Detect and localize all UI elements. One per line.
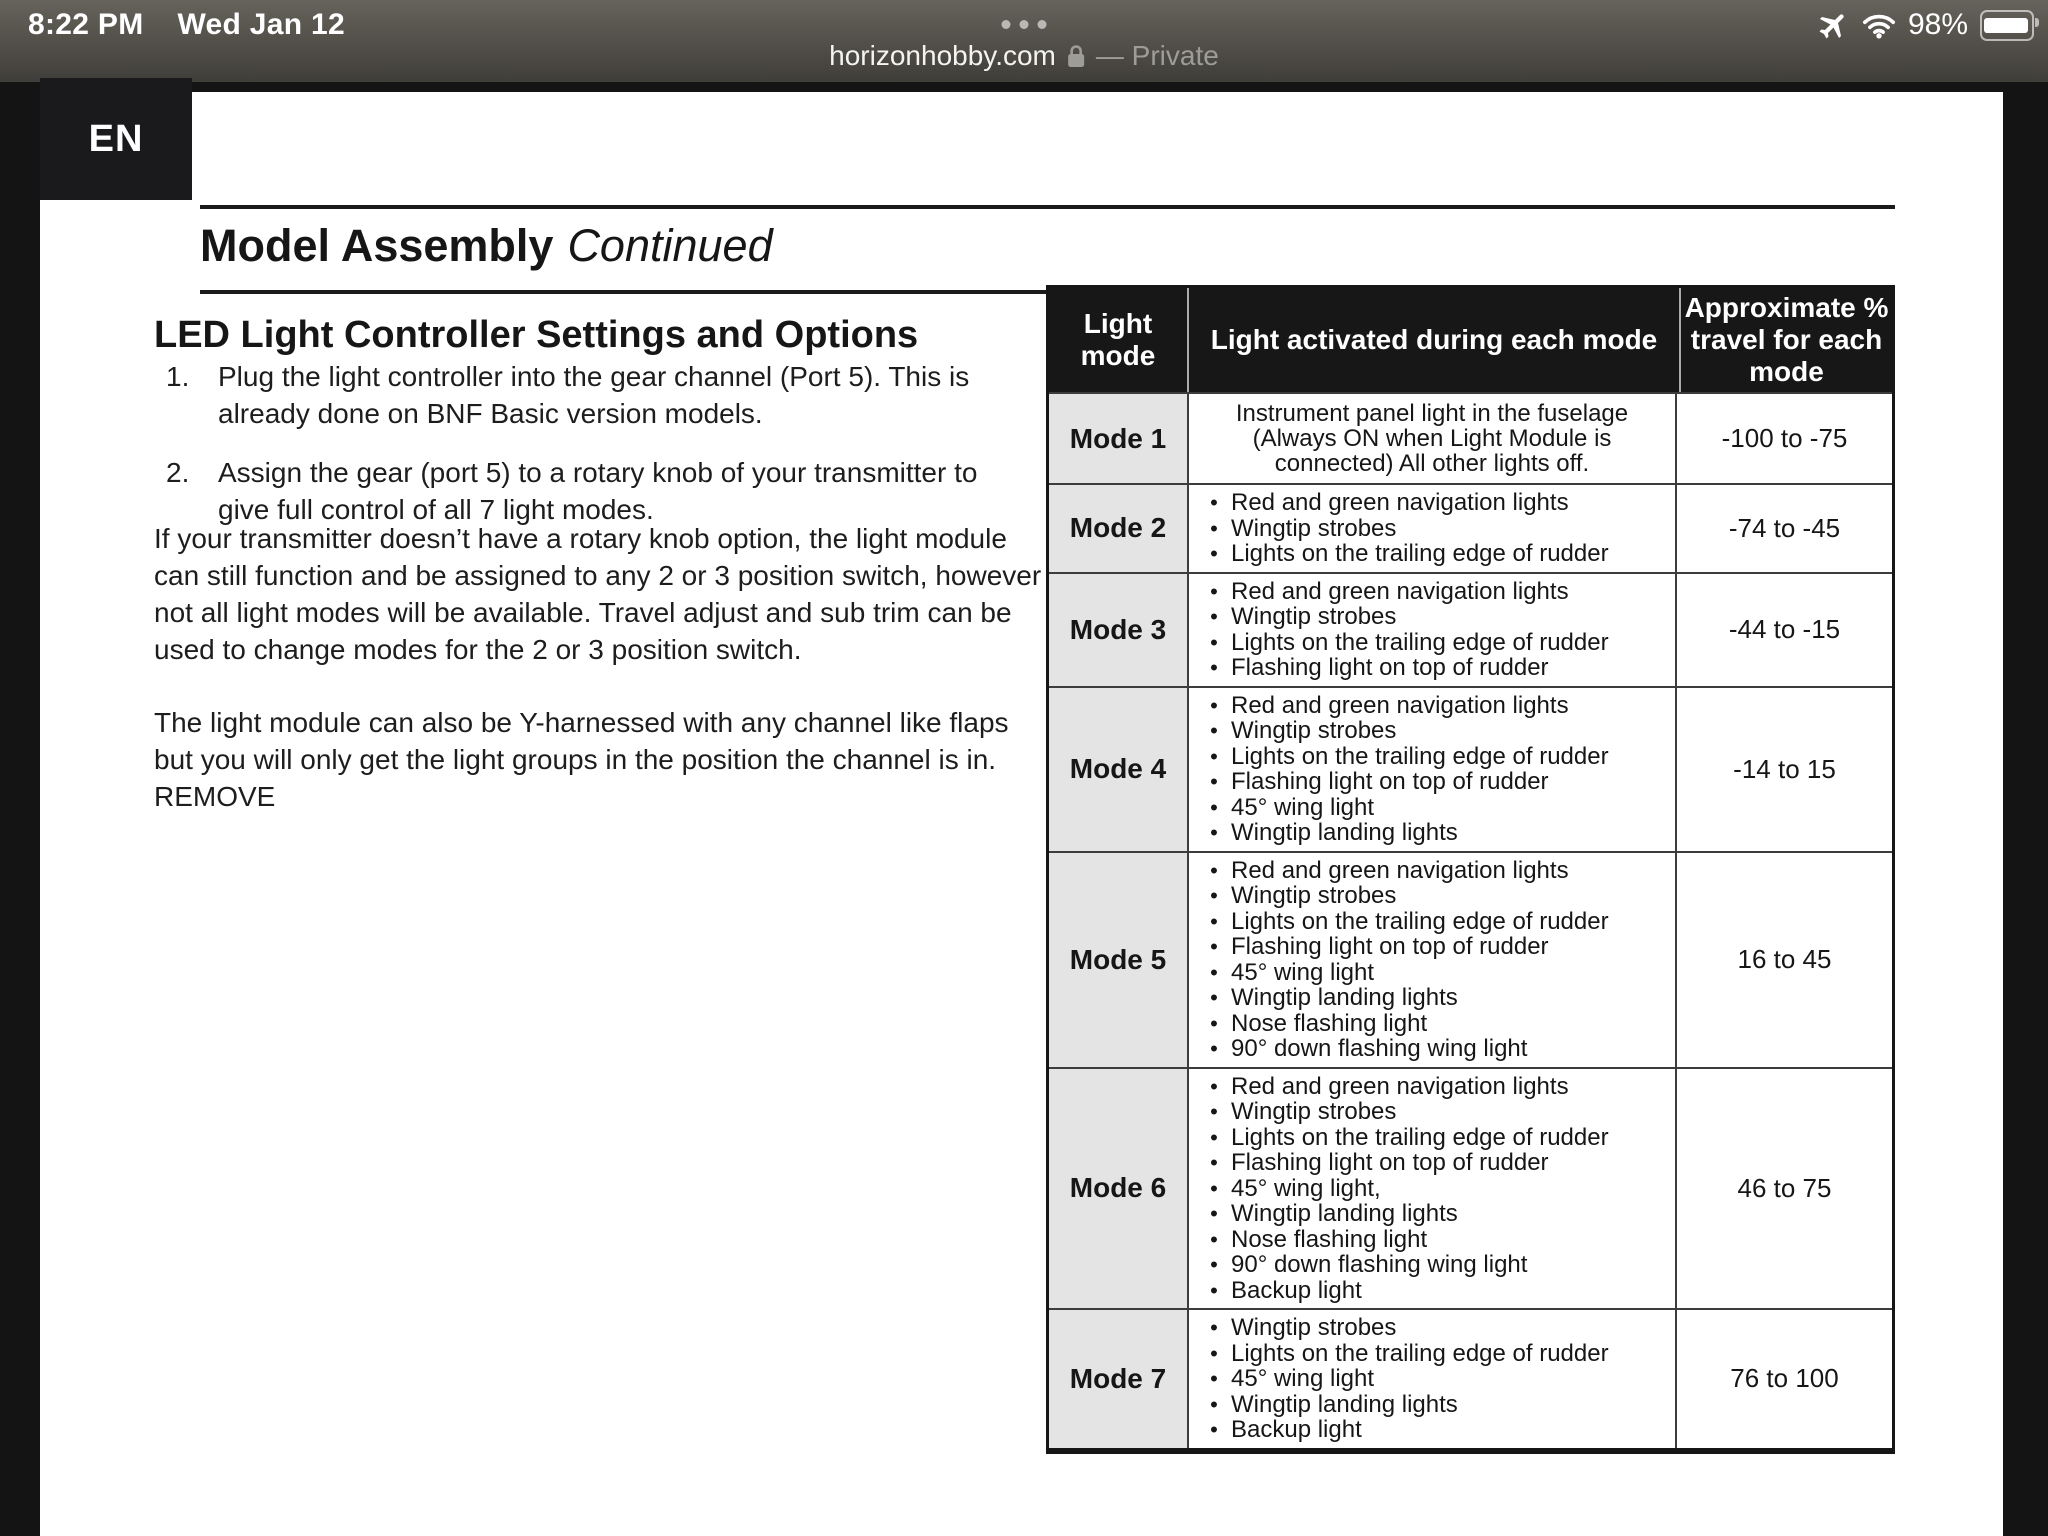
bullet-text: 45° wing light, [1231,1174,1381,1202]
step-text: Plug the light controller into the gear channel (Port 5). This is already done on BNF Basic version models. [218,361,970,429]
bullet-icon: • [1210,1340,1218,1366]
bullet-item [1197,795,1667,821]
bullet-item [1197,490,1667,516]
header-travel: Approximate % travel for each mode [1679,288,1892,392]
bullet-text: Wingtip landing lights [1231,819,1458,846]
mode-cell: Mode 6 [1049,1069,1187,1309]
bullet-text: Lights on the trailing edge of rudder [1231,1123,1609,1151]
lights-cell [1187,853,1677,1067]
bullet-text: Red and green navigation lights [1231,691,1569,719]
bullet-item [1197,1150,1667,1176]
battery-nub [2035,18,2039,27]
bullet-item [1197,718,1667,744]
bullet-text: Flashing light on top of rudder [1231,1149,1549,1176]
bullet-text: Red and green navigation lights [1231,577,1569,605]
bullet-text: Flashing light on top of rudder [1231,768,1549,795]
bullet-item [1197,1201,1667,1227]
bullet-text: Lights on the trailing edge of rudder [1231,1339,1609,1367]
url-domain: horizonhobby.com [829,40,1056,71]
body-paragraphs [154,520,1044,851]
bullet-icon: • [1210,655,1218,680]
bullet-text: 45° wing light [1231,1365,1375,1392]
lights-cell [1187,394,1677,483]
bullet-item [1197,858,1667,884]
lights-cell [1187,688,1677,851]
travel-cell: -14 to 15 [1677,688,1892,851]
bullet-item [1197,693,1667,719]
table-row [1049,851,1892,1067]
bullet-icon: • [1210,718,1218,743]
bullet-text: 90° down flashing wing light [1231,1251,1528,1278]
bullet-icon: • [1210,692,1218,718]
paragraph: The light module can also be Y-harnessed with any channel like flaps but you will only get the light groups in the position the channel is in. REMOVE [154,707,1009,812]
bullet-icon: • [1210,1366,1218,1391]
bullet-icon: • [1210,857,1218,883]
bullet-item [1197,909,1667,935]
mode-cell: Mode 7 [1049,1310,1187,1448]
bullet-icon: • [1210,1315,1218,1340]
travel-cell: -100 to -75 [1677,394,1892,483]
bullet-item [1197,1278,1667,1304]
bullet-icon: • [1210,769,1218,794]
bullet-item [1197,1011,1667,1037]
bullet-item [1197,934,1667,960]
bullet-text: Wingtip landing lights [1231,1390,1458,1418]
dot-icon [1002,20,1011,29]
bullet-icon: • [1210,490,1218,515]
airplane-mode-icon [1809,1,1857,49]
lights-cell [1187,1310,1677,1448]
bullet-icon: • [1210,604,1218,629]
bullet-item [1197,541,1667,567]
bullet-icon: • [1210,1073,1218,1099]
bullet-text: Wingtip strobes [1231,1314,1397,1341]
table-row [1049,483,1892,572]
bullet-text: Lights on the trailing edge of rudder [1231,907,1609,935]
bullet-icon: • [1210,1277,1218,1303]
page-title [200,220,773,272]
bullet-item [1197,630,1667,656]
bullet-item [1197,1099,1667,1125]
bullet-icon: • [1210,1226,1218,1252]
table-row [1049,392,1892,483]
bullet-text: Nose flashing light [1231,1225,1428,1253]
bullet-icon: • [1210,1417,1218,1442]
bullet-item [1197,883,1667,909]
bullet-item [1197,769,1667,795]
bullet-icon: • [1210,629,1218,655]
bullet-item [1197,744,1667,770]
bullet-icon: • [1210,883,1218,908]
bullet-item [1197,1315,1667,1341]
table-header-row [1049,288,1892,392]
bullet-text: Wingtip landing lights [1231,1200,1458,1227]
mode-cell: Mode 3 [1049,574,1187,686]
bullet-icon: • [1210,908,1218,934]
bullet-item [1197,1417,1667,1443]
travel-cell: 76 to 100 [1677,1310,1892,1448]
bullet-text: Wingtip strobes [1231,1098,1397,1125]
dot-icon [1038,20,1047,29]
bullet-icon: • [1210,934,1218,959]
header-lights-activated: Light activated during each mode [1187,288,1679,392]
bullet-icon: • [1210,794,1218,820]
mode-cell: Mode 5 [1049,853,1187,1067]
bullet-item [1197,1125,1667,1151]
list-item [154,358,1034,432]
bullet-item [1197,985,1667,1011]
table-row [1049,1308,1892,1448]
light-modes-table [1046,285,1895,1454]
bullet-text: 45° wing light [1231,958,1375,986]
bullet-icon: • [1210,1036,1218,1061]
mode-cell: Mode 1 [1049,394,1187,483]
list-item [154,454,1034,528]
bullet-icon: • [1210,1150,1218,1175]
bullet-text: Lights on the trailing edge of rudder [1231,540,1609,567]
step-text: Assign the gear (port 5) to a rotary knob of your transmitter to give full control of all 7 light modes. [218,457,978,525]
bullet-icon: • [1210,1252,1218,1277]
bullet-item [1197,1392,1667,1418]
bullet-icon: • [1210,820,1218,845]
bullet-item [1197,1074,1667,1100]
bullet-item [1197,1366,1667,1392]
bullet-text: Red and green navigation lights [1231,856,1569,884]
bullet-item [1197,1036,1667,1062]
bullet-icon: • [1210,1099,1218,1124]
lock-icon [1066,43,1086,69]
bullet-item [1197,1341,1667,1367]
bullet-text: Lights on the trailing edge of rudder [1231,742,1609,770]
bullet-item [1197,516,1667,542]
travel-cell: -44 to -15 [1677,574,1892,686]
private-browsing-label: — Private [1095,40,1219,71]
bullet-text: Wingtip landing lights [1231,984,1458,1011]
status-left [28,8,345,42]
bullet-icon: • [1210,1201,1218,1226]
date-text: Wed Jan 12 [177,8,346,41]
lights-cell [1187,485,1677,572]
table-body [1049,392,1892,1448]
bullet-icon: • [1210,1010,1218,1036]
status-bar [0,0,2048,82]
dot-icon [1020,20,1029,29]
bullet-item [1197,604,1667,630]
bullet-text: 90° down flashing wing light [1231,1035,1528,1062]
bullet-icon: • [1210,1175,1218,1201]
bullet-text: Red and green navigation lights [1231,1072,1569,1100]
language-tab-en: EN [40,78,192,200]
bullet-item [1197,820,1667,846]
bullet-icon: • [1210,515,1218,541]
paragraph: If your transmitter doesn’t have a rotary knob option, the light module can still function and be assigned to any 2 or 3 position switch, however not all light modes will be available. Travel adjust and sub trim can be used to change modes for the 2 or 3 position switch. [154,523,1042,665]
bullet-text: Lights on the trailing edge of rudder [1231,628,1609,656]
battery-icon [1980,10,2034,41]
bullet-item [1197,655,1667,681]
bullet-text: 45° wing light [1231,793,1375,821]
step-number: 1. [166,361,190,392]
bullet-icon: • [1210,578,1218,604]
wifi-icon [1862,12,1896,39]
table-row [1049,1067,1892,1309]
clock-text: 8:22 PM [28,8,144,41]
bullet-text: Wingtip strobes [1231,717,1397,744]
bullet-icon: • [1210,541,1218,566]
tab-overflow-menu[interactable] [1002,20,1047,29]
bullet-icon: • [1210,743,1218,769]
battery-percent-text: 98% [1907,8,1968,41]
header-light-mode: Light mode [1080,308,1156,371]
bullet-item [1197,1227,1667,1253]
bullet-text: Red and green navigation lights [1231,489,1569,516]
bullet-text: Wingtip strobes [1231,514,1397,542]
travel-cell: 16 to 45 [1677,853,1892,1067]
title-overline-rule [200,205,1895,209]
lights-cell [1187,1069,1677,1309]
pdf-page [40,92,2003,1536]
travel-cell: 46 to 75 [1677,1069,1892,1309]
page-title-continued: Continued [567,220,773,271]
section-heading: LED Light Controller Settings and Options [154,314,919,356]
bullet-item [1197,960,1667,986]
bullet-icon: • [1210,959,1218,985]
bullet-item [1197,1176,1667,1202]
bullet-item [1197,579,1667,605]
lights-description: Instrument panel light in the fuselage (Always ON when Light Module is connected) All other lights off. [1235,400,1629,477]
bullet-icon: • [1210,1391,1218,1417]
battery-fill [1984,18,2028,33]
bullet-text: Backup light [1231,1276,1362,1304]
table-row [1049,686,1892,851]
bullet-text: Nose flashing light [1231,1009,1428,1037]
bullet-text: Wingtip strobes [1231,882,1397,909]
lights-cell [1187,574,1677,686]
travel-cell: -74 to -45 [1677,485,1892,572]
mode-cell: Mode 2 [1049,485,1187,572]
bullet-icon: • [1210,985,1218,1010]
bullet-item [1197,1252,1667,1278]
bullet-text: Wingtip strobes [1231,603,1397,630]
bullet-text: Flashing light on top of rudder [1231,654,1549,681]
page-title-main: Model Assembly [200,220,554,271]
mode-cell: Mode 4 [1049,688,1187,851]
status-right [1816,8,2034,42]
bullet-text: Backup light [1231,1416,1362,1443]
address-bar[interactable] [829,40,1219,72]
bullet-text: Flashing light on top of rudder [1231,933,1549,960]
bullet-icon: • [1210,1124,1218,1150]
step-number: 2. [166,457,190,488]
table-row [1049,572,1892,686]
